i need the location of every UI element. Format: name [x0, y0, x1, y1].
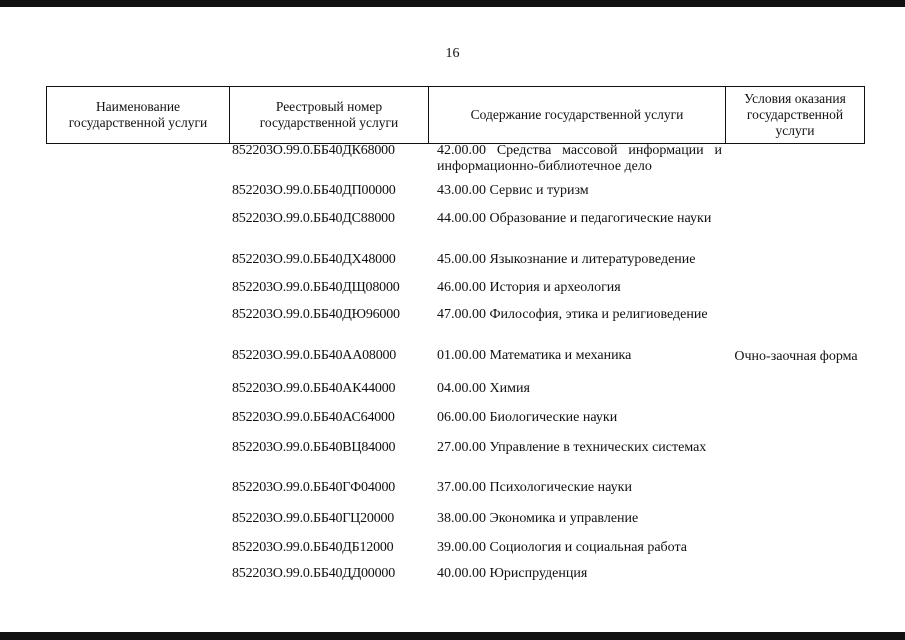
- top-border-bar: [0, 0, 905, 7]
- header-registry-number: [229, 86, 429, 144]
- service-content: 04.00.00 Химия: [437, 381, 530, 396]
- header-service-name: [46, 86, 230, 144]
- service-content: 39.00.00 Социология и социальная работа: [437, 540, 687, 555]
- service-content: 27.00.00 Управление в технических системах: [437, 440, 707, 455]
- registry-code: 852203О.99.0.ББ40ДС88000: [232, 211, 395, 226]
- registry-code: 852203О.99.0.ББ40ДД00000: [232, 566, 395, 581]
- service-content: 01.00.00 Математика и механика: [437, 348, 632, 363]
- header-registry-number-text: Реестровый номер государственной услуги: [259, 99, 399, 130]
- service-content: 06.00.00 Биологические науки: [437, 410, 618, 425]
- bottom-border-bar: [0, 632, 905, 640]
- header-conditions: [725, 86, 865, 144]
- registry-code: 852203О.99.0.ББ40ДП00000: [232, 183, 396, 198]
- service-content: 40.00.00 Юриспруденция: [437, 566, 588, 581]
- service-content: 42.00.00 Средства массовой информации и информационно-библиотечное дело: [437, 143, 722, 174]
- registry-code: 852203О.99.0.ББ40АА08000: [232, 348, 397, 363]
- registry-code: 852203О.99.0.ББ40ДК68000: [232, 143, 395, 158]
- registry-code: 852203О.99.0.ББ40ДБ12000: [232, 540, 394, 555]
- service-condition: Очно-заочная форма: [734, 349, 858, 364]
- header-service-content-text: Содержание государственной услуги: [470, 107, 684, 122]
- registry-code: 852203О.99.0.ББ40АС64000: [232, 410, 395, 425]
- registry-code: 852203О.99.0.ББ40АК44000: [232, 381, 396, 396]
- registry-code: 852203О.99.0.ББ40ДХ48000: [232, 252, 396, 267]
- page-number: 16: [445, 46, 460, 61]
- header-conditions-text: Условия оказания государственной услуги: [744, 91, 846, 138]
- registry-code: 852203О.99.0.ББ40ГЦ20000: [232, 511, 395, 526]
- service-content: 38.00.00 Экономика и управление: [437, 511, 639, 526]
- header-service-content: [428, 86, 726, 144]
- registry-code: 852203О.99.0.ББ40ДЩ08000: [232, 280, 400, 295]
- header-service-name-text: Наименование государственной услуги: [68, 99, 208, 130]
- registry-code: 852203О.99.0.ББ40ДЮ96000: [232, 307, 400, 322]
- registry-code: 852203О.99.0.ББ40ГФ04000: [232, 480, 396, 495]
- service-content: 46.00.00 История и археология: [437, 280, 621, 295]
- service-content: 37.00.00 Психологические науки: [437, 480, 632, 495]
- registry-code: 852203О.99.0.ББ40ВЦ84000: [232, 440, 396, 455]
- service-content: 47.00.00 Философия, этика и религиоведение: [437, 307, 708, 322]
- service-content: 43.00.00 Сервис и туризм: [437, 183, 589, 198]
- service-content: 44.00.00 Образование и педагогические науки: [437, 211, 712, 226]
- service-content: 45.00.00 Языкознание и литературоведение: [437, 252, 696, 267]
